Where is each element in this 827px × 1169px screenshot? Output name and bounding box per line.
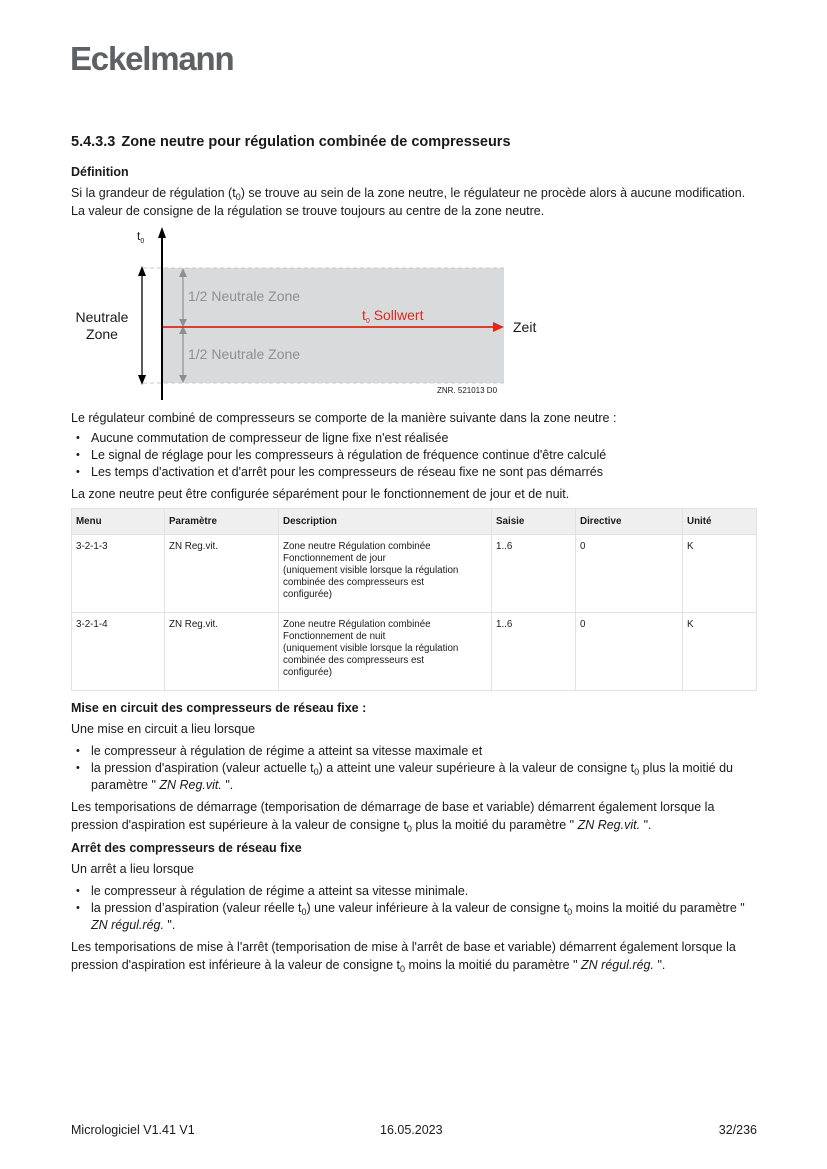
cell-parametre: ZN Reg.vit. <box>165 613 279 691</box>
half-zone-upper-label: 1/2 Neutrale Zone <box>188 288 301 304</box>
y-axis-label: $t_0$ <box>137 229 145 245</box>
axis-arrow-icon <box>158 227 166 238</box>
list-item: • la pression d’aspiration (valeur réelle $t_0$) une valeur inférieure à la valeur de consigne $t_0$ moins la moitié du paramètre " ZN régul.rég. ". <box>71 900 757 934</box>
footer-page-number: 32/236 <box>718 1123 757 1137</box>
cell-unite: K <box>683 535 757 613</box>
section-title-text: Zone neutre pour régulation combinée de compresseurs <box>121 134 511 150</box>
column-header-description: Description <box>279 509 492 535</box>
neutral-zone-label: Neutrale Zone <box>75 309 129 342</box>
eckelmann-logo: Eckelmann <box>70 40 234 77</box>
footer-firmware: Micrologiciel V1.41 V1 <box>71 1123 195 1137</box>
page-content <box>71 133 757 974</box>
behaviour-note: La zone neutre peut être configurée séparément pour le fonctionnement de jour et de nuit. <box>71 487 570 501</box>
cell-menu: 3-2-1-4 <box>72 613 165 691</box>
figure-reference: ZNR. 521013 D0 <box>437 386 498 395</box>
cell-saisie: 1..6 <box>492 613 576 691</box>
setpoint-label: $t_0$ Sollwert <box>362 307 424 325</box>
half-zone-lower-label: 1/2 Neutrale Zone <box>188 346 301 362</box>
table-header-row <box>72 509 757 535</box>
cell-directive: 0 <box>576 613 683 691</box>
switch-off-list <box>71 883 757 934</box>
column-header-directive: Directive <box>576 509 683 535</box>
column-header-unite: Unité <box>683 509 757 535</box>
behaviour-intro: Le régulateur combiné de compresseurs se comporte de la manière suivante dans la zone neutre : <box>71 411 617 425</box>
cell-unite: K <box>683 613 757 691</box>
cell-menu: 3-2-1-3 <box>72 535 165 613</box>
column-header-parametre: Paramètre <box>165 509 279 535</box>
cell-parametre: ZN Reg.vit. <box>165 535 279 613</box>
x-axis-label: Zeit <box>513 319 537 335</box>
list-item: • le compresseur à régulation de régime a atteint sa vitesse minimale. <box>71 883 757 900</box>
switch-on-heading: Mise en circuit des compresseurs de réseau fixe : <box>71 701 367 715</box>
neutral-zone-area <box>162 268 504 383</box>
neutral-zone-diagram <box>71 226 757 401</box>
list-item: • la pression d'aspiration (valeur actuelle $t_0$) a atteint une valeur supérieure à la valeur de consigne $t_0$ plus la moitié du paramètre " ZN Reg.vit. ". <box>71 760 757 794</box>
switch-on-list <box>71 743 757 794</box>
switch-on-intro: Une mise en circuit a lieu lorsque <box>71 722 256 736</box>
table-row <box>72 535 757 613</box>
footer-date: 16.05.2023 <box>380 1123 443 1137</box>
table-row <box>72 613 757 691</box>
column-header-saisie: Saisie <box>492 509 576 535</box>
list-item: • Les temps d'activation et d'arrêt pour les compresseurs de réseau fixe ne sont pas démarrés <box>71 464 757 481</box>
list-item: • le compresseur à régulation de régime a atteint sa vitesse maximale et <box>71 743 757 760</box>
definition-heading: Définition <box>71 165 129 179</box>
section-number: 5.4.3.3 <box>71 134 116 150</box>
cell-saisie: 1..6 <box>492 535 576 613</box>
cell-description: Zone neutre Régulation combinée Fonctionnement de nuit (uniquement visible lorsque la régulation combinée des compresseurs est configurée) <box>279 613 492 691</box>
column-header-menu: Menu <box>72 509 165 535</box>
switch-on-paragraph: Les temporisations de démarrage (temporisation de démarrage de base et variable) démarrent également lorsque la pression d'aspiration est supérieure à la valeur de consigne $t_0$ plus la moitié du paramètre " ZN Reg.vit. ". <box>71 800 715 834</box>
list-item: • Aucune commutation de compresseur de ligne fixe n'est réalisée <box>71 430 757 447</box>
cell-description: Zone neutre Régulation combinée Fonctionnement de jour (uniquement visible lorsque la régulation combinée des compresseurs est configurée) <box>279 535 492 613</box>
cell-directive: 0 <box>576 535 683 613</box>
definition-text: Si la grandeur de régulation $(t_0)$ se trouve au sein de la zone neutre, le régulateur ne procède alors à aucune modification. La valeur de consigne de la régulation se trouve toujours au centre de la zone neutre. <box>71 186 746 218</box>
parameter-table <box>71 508 757 691</box>
behaviour-list <box>71 430 757 481</box>
switch-off-intro: Un arrêt a lieu lorsque <box>71 862 194 876</box>
switch-off-paragraph: Les temporisations de mise à l'arrêt (temporisation de mise à l'arrêt de base et variable) démarrent également lorsque la pression d'aspiration est inférieure à la valeur de consigne $t_0$ moins la moitié du paramètre " ZN régul.rég. ". <box>71 940 736 974</box>
switch-off-heading: Arrêt des compresseurs de réseau fixe <box>71 841 302 855</box>
section-title <box>71 133 757 151</box>
list-item: • Le signal de réglage pour les compresseurs à régulation de fréquence continue d'être calculé <box>71 447 757 464</box>
